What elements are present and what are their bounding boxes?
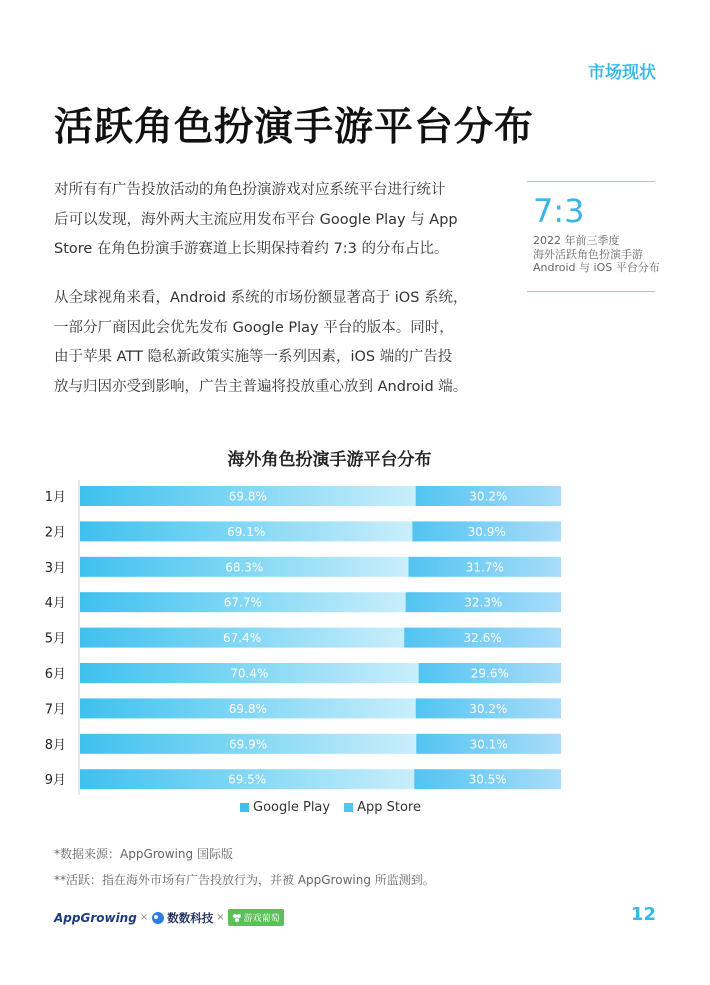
- youxi-putao-logo-text: 游戏葡萄: [243, 914, 280, 924]
- stat-callout: [527, 181, 660, 292]
- category-label: 2月: [44, 525, 66, 541]
- stat-value: 7:3: [533, 192, 585, 230]
- legend-swatch-google-play: [240, 803, 249, 812]
- paragraph-line: Store 在角色扮演手游赛道上长期保持着约 7:3 的分布占比。: [54, 241, 449, 257]
- data-label-app-store: 30.5%: [468, 772, 507, 787]
- legend-label: App Store: [357, 800, 421, 815]
- category-label: 4月: [44, 596, 66, 612]
- paragraph-line: 后可以发现，海外两大主流应用发布平台 Google Play 与 App: [54, 211, 458, 228]
- paragraph-line: 一部分厂商因此会优先发布 Google Play 平台的版本。同时，: [54, 319, 454, 336]
- paragraph-line: 放与归因亦受到影响，广告主普遍将投放重心放到 Android 端。: [54, 378, 468, 395]
- data-label-google-play: 69.5%: [228, 772, 267, 787]
- times-separator: ×: [216, 912, 225, 923]
- shushu-mark-icon: [151, 911, 165, 925]
- paragraph-line: 由于苹果 ATT 隐私新政策实施等一系列因素，iOS 端的广告投: [54, 349, 453, 365]
- data-label-google-play: 70.4%: [230, 666, 269, 681]
- stat-caption-line: 2022 年前三季度: [533, 234, 620, 247]
- stat-caption-line: Android 与 iOS 平台分布: [533, 261, 660, 274]
- category-label: 5月: [44, 631, 66, 647]
- category-label: 1月: [44, 490, 66, 505]
- times-separator: ×: [139, 912, 149, 923]
- youxi-putao-logo: [228, 909, 284, 926]
- legend-swatch-app-store: [344, 803, 353, 812]
- data-label-app-store: 32.6%: [463, 631, 502, 646]
- data-label-google-play: 67.4%: [223, 631, 262, 646]
- legend-item-google-play: [240, 800, 330, 815]
- chart-title: 海外角色扮演手游平台分布: [227, 450, 432, 470]
- data-label-google-play: 69.8%: [228, 489, 267, 504]
- paragraph-line: 对所有有广告投放活动的角色扮演游戏对应系统平台进行统计: [54, 182, 446, 198]
- category-label: 3月: [44, 560, 66, 576]
- grape-icon: [232, 913, 242, 923]
- data-label-app-store: 30.1%: [469, 737, 508, 752]
- stat-caption-line: 海外活跃角色扮演手游: [533, 247, 643, 261]
- chart-legend: [240, 800, 421, 815]
- appgrowing-logo: AppGrowing: [54, 910, 137, 925]
- footnote-source: *数据来源：AppGrowing 国际版: [54, 847, 233, 861]
- data-label-app-store: 32.3%: [464, 595, 503, 610]
- paragraph-line: 从全球视角来看，Android 系统的市场份额显著高于 iOS 系统，: [54, 290, 468, 306]
- data-label-app-store: 30.2%: [469, 701, 508, 716]
- data-label-app-store: 31.7%: [465, 560, 504, 575]
- shushu-logo: [151, 910, 213, 926]
- stat-caption: [533, 234, 673, 275]
- section-tag: 市场现状: [588, 63, 656, 83]
- data-label-google-play: 67.7%: [223, 595, 262, 610]
- page-title: 活跃角色扮演手游平台分布: [54, 105, 535, 150]
- category-label: 6月: [44, 667, 66, 682]
- data-label-app-store: 30.9%: [467, 524, 506, 539]
- data-label-google-play: 68.3%: [225, 560, 264, 575]
- legend-label: Google Play: [253, 800, 331, 815]
- analysis-paragraph: [54, 284, 474, 402]
- data-label-google-play: 69.8%: [228, 701, 267, 716]
- data-label-google-play: 69.9%: [229, 737, 268, 752]
- category-label: 7月: [44, 702, 66, 718]
- legend-item-app-store: [344, 800, 421, 815]
- category-label: 9月: [44, 773, 66, 789]
- page-number: 12: [630, 904, 656, 925]
- footer-logos: [54, 909, 284, 926]
- intro-paragraph: [54, 176, 474, 265]
- data-label-app-store: 29.6%: [470, 666, 509, 681]
- data-label-google-play: 69.1%: [227, 524, 266, 539]
- footnote-definition: **活跃：指在海外市场有广告投放行为，并被 AppGrowing 所监测到。: [54, 873, 435, 887]
- shushu-logo-text: 数数科技: [167, 910, 214, 925]
- data-label-app-store: 30.2%: [469, 489, 508, 504]
- category-label: 8月: [44, 737, 66, 753]
- platform-distribution-chart: [0, 470, 620, 800]
